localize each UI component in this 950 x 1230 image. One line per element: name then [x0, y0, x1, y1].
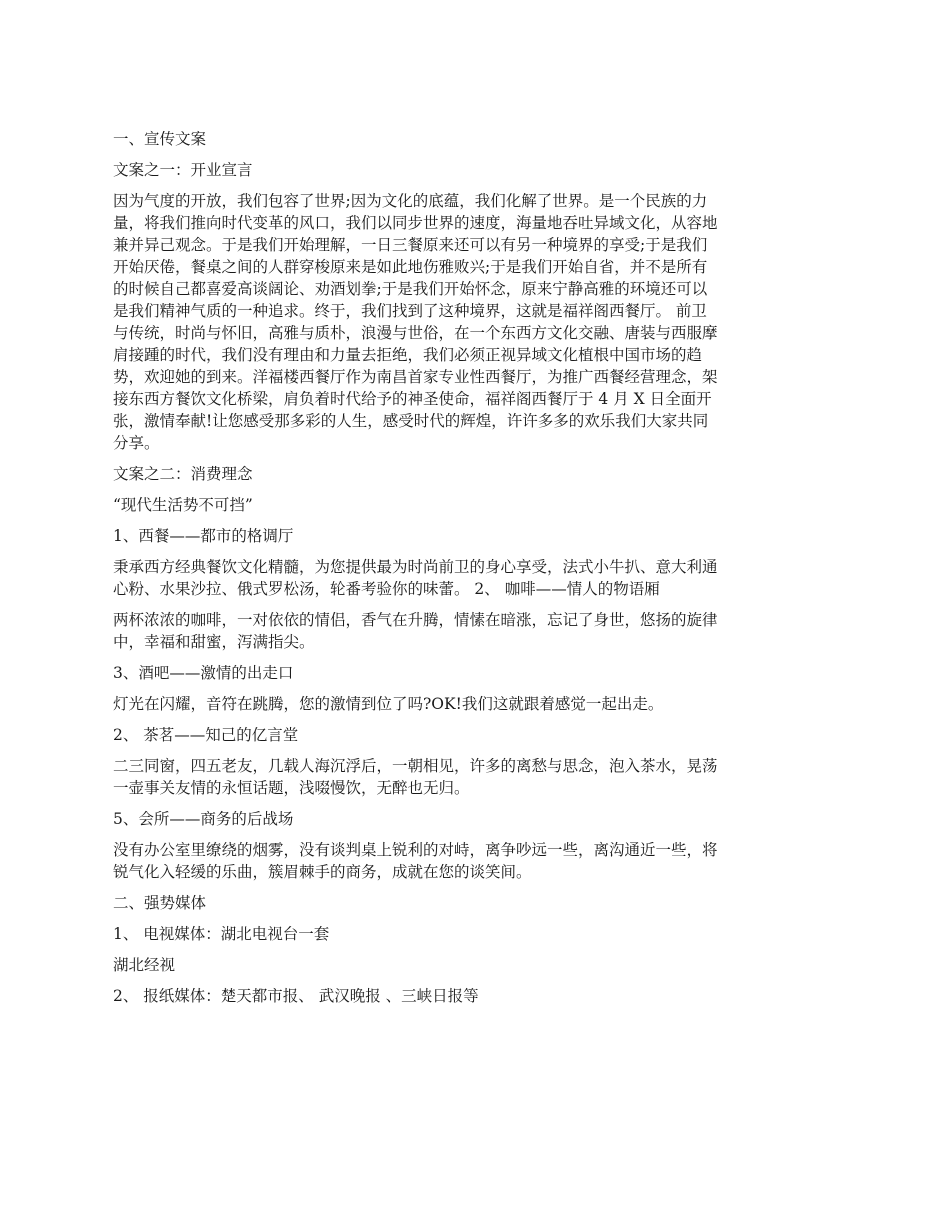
text-line: 心粉、水果沙拉、俄式罗松汤，轮番考验你的味蕾。 2、 咖啡——情人的物语厢	[113, 580, 660, 598]
paragraph-tea	[113, 755, 841, 799]
section-heading-2: 二、强势媒体	[113, 894, 207, 912]
paragraph-western-food	[113, 556, 841, 600]
paragraph-bar: 灯光在闪耀，音符在跳腾，您的激情到位了吗?OK!我们这就跟着感觉一起出走。	[113, 695, 664, 713]
item-title-western-food: 1、西餐——都市的格调厅	[113, 527, 294, 545]
text-line: 势，欢迎她的到来。洋福楼西餐厅作为南昌首家专业性西餐厅，为推广西餐经营理念，架	[113, 368, 718, 386]
text-line: 锐气化入轻缓的乐曲，簇眉棘手的商务，成就在您的谈笑间。	[113, 863, 532, 881]
text-line: 的时候自己都喜爱高谈阔论、劝酒划拳;于是我们开始怀念，原来宁静高雅的环境还可以	[113, 280, 708, 298]
text-line: 中，幸福和甜蜜，泻满指尖。	[113, 633, 315, 651]
media-item-tv: 1、 电视媒体：湖北电视台一套	[113, 925, 330, 943]
item-title-club: 5、会所——商务的后战场	[113, 810, 294, 828]
text-line: 二三同窗，四五老友，几载人海沉浮后，一朝相见，许多的离愁与思念，泡入茶水，晃荡	[113, 757, 718, 775]
media-item-tv-sub: 湖北经视	[113, 956, 176, 974]
text-line: 肩接踵的时代，我们没有理由和力量去拒绝，我们必须正视异域文化植根中国市场的趋	[113, 346, 703, 364]
slogan: “现代生活势不可挡”	[113, 496, 253, 514]
media-item-newspaper: 2、 报纸媒体：楚天都市报、 武汉晚报 、三峡日报等	[113, 987, 479, 1005]
paragraph-coffee	[113, 609, 841, 653]
text-line: 一壶事关友情的永恒话题，浅啜慢饮，无醉也无归。	[113, 779, 470, 797]
paragraph-club	[113, 839, 841, 883]
item-title-tea: 2、 茶茗——知己的亿言堂	[113, 726, 299, 744]
text-line: 因为气度的开放，我们包容了世界;因为文化的底蕴，我们化解了世界。是一个民族的力	[113, 192, 708, 210]
text-line: 开始厌倦，餐桌之间的人群穿梭原来是如此地伤雅败兴;于是我们开始自省，并不是所有	[113, 258, 708, 276]
document-page	[113, 128, 841, 1016]
subheading-copy-2: 文案之二：消费理念	[113, 465, 253, 483]
text-line: 秉承西方经典餐饮文化精髓，为您提供最为时尚前卫的身心享受，法式小牛扒、意大利通	[113, 558, 718, 576]
text-line: 与传统，时尚与怀旧，高雅与质朴，浪漫与世俗，在一个东西方文化交融、唐装与西服摩	[113, 324, 718, 342]
text-line: 两杯浓浓的咖啡，一对依依的情侣，香气在升腾，情愫在暗涨，忘记了身世，悠扬的旋律	[113, 611, 718, 629]
item-title-bar: 3、酒吧——激情的出走口	[113, 664, 294, 682]
text-line: 是我们精神气质的一种追求。终于，我们找到了这种境界，这就是福祥阁西餐厅。 前卫	[113, 302, 707, 320]
text-line: 接东西方餐饮文化桥梁，肩负着时代给予的神圣使命，福祥阁西餐厅于 4 月 X 日全面开	[113, 390, 712, 408]
text-line: 量，将我们推向时代变革的风口，我们以同步世界的速度，海量地吞吐异域文化，从容地	[113, 214, 718, 232]
text-line: 张，激情奉献!让您感受那多彩的人生，感受时代的辉煌，许许多多的欢乐我们大家共同	[113, 412, 709, 430]
text-line: 兼并异己观念。于是我们开始理解，一日三餐原来还可以有另一种境界的享受;于是我们	[113, 236, 708, 254]
paragraph-opening-declaration	[113, 190, 841, 454]
section-heading-1: 一、宣传文案	[113, 130, 207, 148]
text-line: 分享。	[113, 434, 160, 452]
text-line: 没有办公室里缭绕的烟雾，没有谈判桌上锐利的对峙，离争吵远一些，离沟通近一些，将	[113, 841, 718, 859]
subheading-copy-1: 文案之一：开业宣言	[113, 161, 253, 179]
